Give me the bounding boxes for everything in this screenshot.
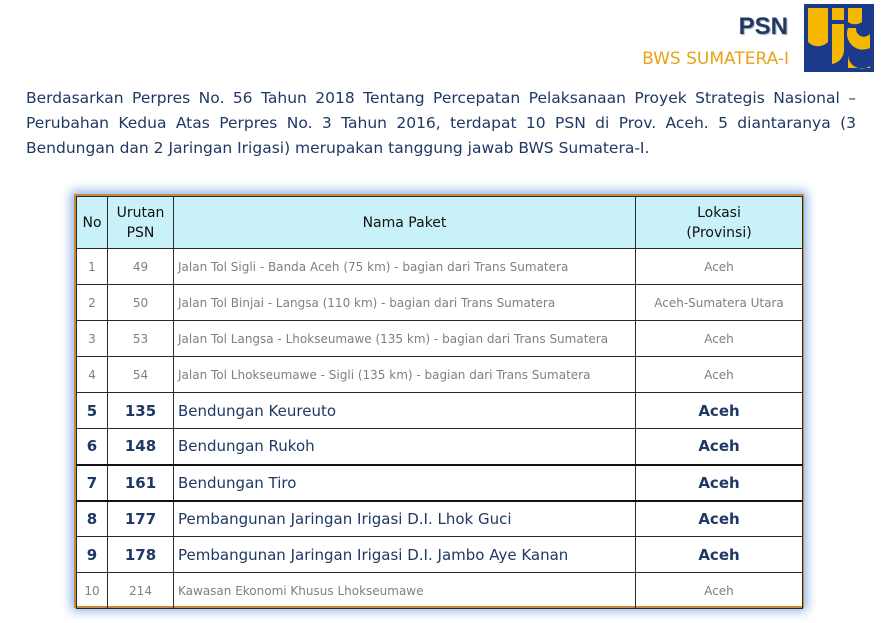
col-header-no: No — [77, 197, 108, 249]
col-header-psn — [108, 197, 174, 249]
cell-name: Pembangunan Jaringan Irigasi D.I. Lhok Guci — [174, 501, 636, 537]
cell-name: Bendungan Keureuto — [174, 393, 636, 429]
col-header-location — [636, 197, 803, 249]
table-row-highlighted — [77, 429, 803, 465]
cell-psn: 49 — [108, 249, 174, 285]
cell-location: Aceh — [636, 393, 803, 429]
cell-name: Jalan Tol Binjai - Langsa (110 km) - bagian dari Trans Sumatera — [174, 285, 636, 321]
intro-paragraph: Berdasarkan Perpres No. 56 Tahun 2018 Tentang Percepatan Pelaksanaan Proyek Strategis Nasional – Perubahan Kedua Atas Perpres No. 3 Tahun 2016, terdapat 10 PSN di Prov. Aceh. 5 diantaranya (3 Bendungan dan 2 Jaringan Irigasi) merupakan tanggung jawab BWS Sumatera-I. — [26, 89, 856, 157]
col-header-location-line2: (Provinsi) — [686, 224, 752, 241]
cell-psn: 50 — [108, 285, 174, 321]
table-header-row — [77, 197, 803, 249]
cell-no: 10 — [77, 573, 108, 609]
table-row-highlighted — [77, 465, 803, 501]
header-title: PSN — [738, 13, 788, 40]
col-header-name: Nama Paket — [174, 197, 636, 249]
cell-name: Jalan Tol Sigli - Banda Aceh (75 km) - bagian dari Trans Sumatera — [174, 249, 636, 285]
table-row — [77, 249, 803, 285]
cell-no: 3 — [77, 321, 108, 357]
cell-name: Jalan Tol Lhokseumawe - Sigli (135 km) - bagian dari Trans Sumatera — [174, 357, 636, 393]
cell-no: 8 — [77, 501, 108, 537]
table-row — [77, 573, 803, 609]
cell-no: 2 — [77, 285, 108, 321]
col-header-psn-line2: PSN — [126, 224, 155, 241]
cell-location: Aceh — [636, 357, 803, 393]
header-subtitle: BWS SUMATERA-I — [642, 49, 789, 69]
cell-location: Aceh — [636, 429, 803, 465]
cell-no: 9 — [77, 537, 108, 573]
cell-no: 5 — [77, 393, 108, 429]
cell-psn: 161 — [108, 465, 174, 501]
table-row — [77, 321, 803, 357]
cell-psn: 177 — [108, 501, 174, 537]
cell-no: 1 — [77, 249, 108, 285]
pu-ministry-logo-icon — [804, 4, 874, 72]
cell-location: Aceh — [636, 321, 803, 357]
cell-name: Jalan Tol Langsa - Lhokseumawe (135 km) - bagian dari Trans Sumatera — [174, 321, 636, 357]
table-row-highlighted — [77, 537, 803, 573]
cell-psn: 135 — [108, 393, 174, 429]
table-row-highlighted — [77, 393, 803, 429]
cell-location: Aceh-Sumatera Utara — [636, 285, 803, 321]
table-row — [77, 357, 803, 393]
cell-name: Bendungan Rukoh — [174, 429, 636, 465]
psn-table-frame — [74, 194, 804, 608]
col-header-location-line1: Lokasi — [697, 204, 741, 221]
cell-name: Kawasan Ekonomi Khusus Lhokseumawe — [174, 573, 636, 609]
cell-name: Pembangunan Jaringan Irigasi D.I. Jambo Aye Kanan — [174, 537, 636, 573]
cell-psn: 214 — [108, 573, 174, 609]
cell-location: Aceh — [636, 465, 803, 501]
cell-location: Aceh — [636, 537, 803, 573]
table-row — [77, 285, 803, 321]
cell-psn: 178 — [108, 537, 174, 573]
table-row-highlighted — [77, 501, 803, 537]
cell-psn: 148 — [108, 429, 174, 465]
cell-no: 4 — [77, 357, 108, 393]
cell-psn: 54 — [108, 357, 174, 393]
cell-location: Aceh — [636, 249, 803, 285]
cell-no: 7 — [77, 465, 108, 501]
col-header-psn-line1: Urutan — [116, 204, 165, 221]
cell-name: Bendungan Tiro — [174, 465, 636, 501]
cell-no: 6 — [77, 429, 108, 465]
cell-psn: 53 — [108, 321, 174, 357]
cell-location: Aceh — [636, 573, 803, 609]
cell-location: Aceh — [636, 501, 803, 537]
psn-table — [76, 196, 803, 609]
